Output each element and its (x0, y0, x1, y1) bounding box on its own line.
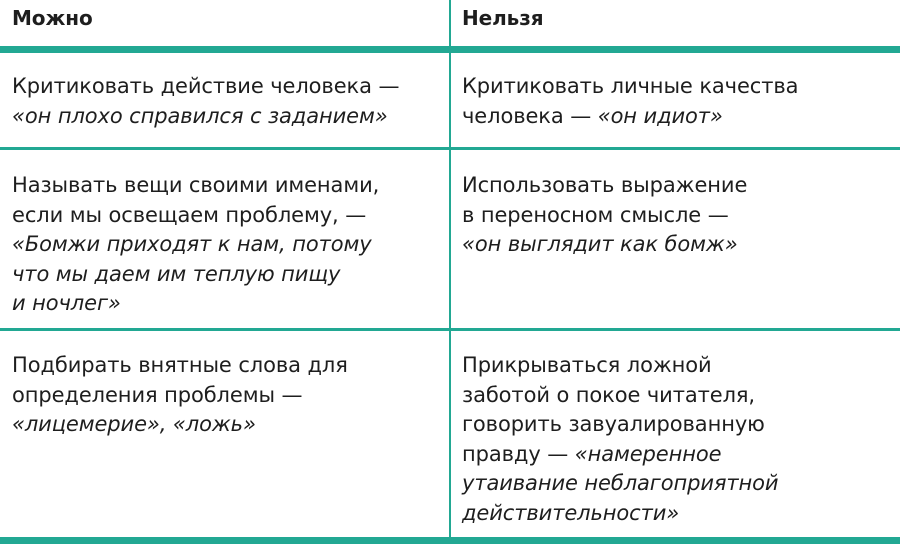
row3-forbidden-text-1: Прикрываться ложной (462, 353, 712, 377)
row3-allowed-quote-1: «лицемерие», «ложь» (12, 412, 256, 436)
table-bottom-border (0, 537, 900, 544)
row3-allowed-cell (12, 351, 442, 440)
row1-forbidden-cell (462, 72, 894, 131)
row2-forbidden-text-1: Использовать выражение (462, 173, 748, 197)
row3-forbidden-text-2: заботой о покое читателя, (462, 382, 756, 407)
row2-forbidden-cell (462, 171, 894, 260)
header-divider (0, 46, 900, 53)
row1-allowed-text-1: Критиковать действие человека — (12, 74, 400, 98)
row3-forbidden-cell (462, 351, 894, 528)
table-header (0, 0, 900, 46)
row3-forbidden-text-3: говорить завуалированную (462, 412, 765, 436)
row2-allowed-cell (12, 171, 442, 319)
row3-forbidden-quote-2: действительности» (462, 500, 680, 525)
row2-allowed-quote-3: и ночлег» (12, 291, 121, 315)
row3-allowed-text-1: Подбирать внятные слова для (12, 353, 348, 377)
row2-forbidden-text-2: в переносном смысле — (462, 202, 729, 227)
row1-forbidden-mixed-line (462, 102, 894, 132)
row1-allowed-cell (12, 72, 442, 131)
row1-forbidden-mixed-quote: «он идиот» (597, 103, 723, 128)
row3-forbidden-mixed-prefix: правду — (462, 441, 575, 466)
header-forbidden: Нельзя (462, 6, 544, 30)
row3-allowed-text-2: определения проблемы — (12, 382, 303, 407)
row2-forbidden-quote-1: «он выглядит как бомж» (462, 232, 738, 256)
row1-forbidden-mixed-prefix: человека — (462, 103, 598, 128)
row2-allowed-quote-2: что мы даем им теплую пищу (12, 261, 341, 286)
row3-forbidden-mixed-quote: «намеренное (574, 441, 722, 466)
row2-allowed-text-1: Называть вещи своими именами, (12, 173, 380, 197)
row-divider (0, 328, 900, 331)
row3-forbidden-mixed-line (462, 440, 894, 470)
row1-allowed-quote-1: «он плохо справился с заданием» (12, 103, 388, 128)
row2-allowed-text-2: если мы освещаем проблему, — (12, 202, 367, 227)
header-allowed: Можно (12, 6, 93, 30)
row2-allowed-quote-1: «Бомжи приходят к нам, потому (12, 232, 372, 256)
column-divider (449, 0, 451, 544)
row-divider (0, 147, 900, 150)
row1-forbidden-text-1: Критиковать личные качества (462, 74, 799, 98)
row3-forbidden-quote-1: утаивание неблагоприятной (462, 471, 779, 495)
